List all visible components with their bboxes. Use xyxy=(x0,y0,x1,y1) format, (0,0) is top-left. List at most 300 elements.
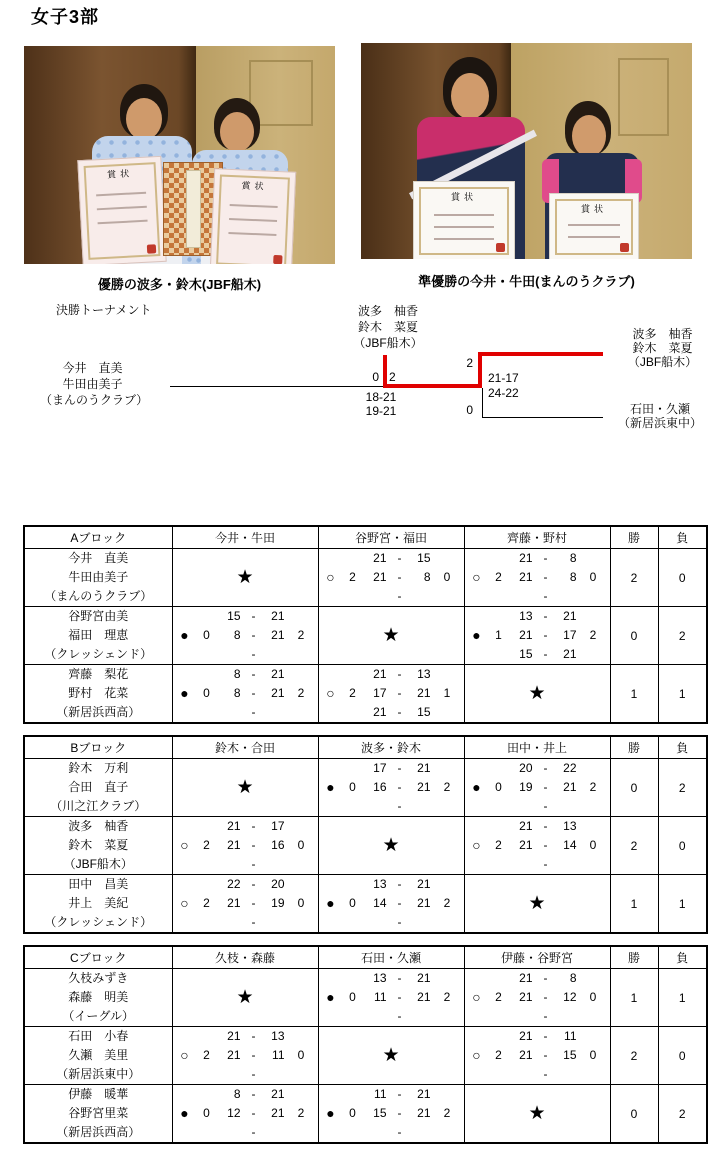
team-name-line: 福田 理恵 xyxy=(68,628,129,642)
result-symbol xyxy=(465,855,489,874)
result-symbol: ○ xyxy=(180,895,189,911)
set-score-left xyxy=(363,587,387,606)
set-score-right xyxy=(559,1007,577,1026)
games-lost xyxy=(577,797,610,816)
set-score-left xyxy=(509,587,533,606)
score-line xyxy=(319,568,464,587)
result-symbol xyxy=(319,703,343,722)
set-score-left: 15 xyxy=(519,647,533,661)
set-score-dash: - xyxy=(251,896,256,910)
team-name-line: 伊藤 暖華 xyxy=(68,1087,129,1101)
match-cell xyxy=(172,665,318,724)
games-lost xyxy=(431,549,464,568)
column-header: 伊藤・谷野宮 xyxy=(464,946,610,969)
team-name-line: 久瀬 美里 xyxy=(68,1048,129,1062)
score-line xyxy=(465,626,610,645)
result-symbol xyxy=(465,549,489,568)
result-symbol: ○ xyxy=(472,837,481,853)
losses-cell: 0 xyxy=(658,817,707,875)
set-score-left xyxy=(363,797,387,816)
set-score-right xyxy=(413,913,431,932)
set-score-left xyxy=(509,1007,533,1026)
set-score-left: 22 xyxy=(227,877,241,891)
games-won xyxy=(489,607,509,626)
team-name-line: 谷野宮由美 xyxy=(68,609,129,623)
column-header: 谷野宮・福田 xyxy=(318,526,464,549)
team-name-line: 野村 花菜 xyxy=(68,686,129,700)
result-symbol xyxy=(465,1027,489,1046)
set-score-right: 21 xyxy=(271,609,285,623)
score-line xyxy=(465,1027,610,1046)
person-right-face xyxy=(572,115,606,157)
wins-cell: 2 xyxy=(610,1027,658,1085)
score-line xyxy=(465,549,610,568)
set-score-left: 16 xyxy=(373,780,387,794)
self-match-star: ★ xyxy=(236,567,254,588)
set-score-left: 8 xyxy=(233,686,241,700)
set-score-dash: - xyxy=(397,570,402,584)
set-score-left: 14 xyxy=(373,896,387,910)
set-score-left xyxy=(509,1065,533,1084)
bracket-champion-label xyxy=(615,327,710,369)
set-score-left: 21 xyxy=(373,570,387,584)
games-won xyxy=(197,855,217,874)
page-title: 女子3部 xyxy=(31,7,100,27)
score-line xyxy=(173,1104,318,1123)
result-symbol xyxy=(319,587,343,606)
person-right-face xyxy=(220,112,254,152)
result-symbol xyxy=(173,1123,197,1142)
set-score-dash: - xyxy=(397,667,402,681)
result-symbol xyxy=(319,1085,343,1104)
games-lost: 2 xyxy=(297,628,305,642)
semifinal-set-score: 19-21 xyxy=(365,404,397,418)
result-symbol xyxy=(465,607,489,626)
games-lost xyxy=(431,1123,464,1142)
set-score-dash: - xyxy=(251,857,256,871)
result-symbol xyxy=(465,1065,489,1084)
team-name-line: 田中 昌美 xyxy=(68,877,129,891)
set-score-dash: - xyxy=(397,799,402,813)
wins-cell: 2 xyxy=(610,817,658,875)
score-line xyxy=(319,988,464,1007)
score-line xyxy=(173,913,318,932)
games-lost: 0 xyxy=(589,990,597,1004)
games-won xyxy=(489,759,509,778)
set-score-dash: - xyxy=(251,819,256,833)
score-line xyxy=(319,1123,464,1142)
team-club-line: （JBF船木） xyxy=(627,355,698,369)
set-score-left: 15 xyxy=(373,1106,387,1120)
set-score-right: 21 xyxy=(563,780,577,794)
final-loser-games: 0 xyxy=(466,403,473,417)
score-line xyxy=(465,568,610,587)
result-symbol xyxy=(173,665,197,684)
set-score-dash: - xyxy=(251,1125,256,1139)
set-score-right xyxy=(413,1123,431,1142)
games-won xyxy=(489,1027,509,1046)
set-score-left xyxy=(217,1123,241,1142)
set-score-dash: - xyxy=(543,971,548,985)
score-line xyxy=(465,759,610,778)
set-score-right: 19 xyxy=(271,896,285,910)
result-symbol: ○ xyxy=(472,1047,481,1063)
games-lost xyxy=(431,703,464,722)
result-symbol xyxy=(319,797,343,816)
set-score-dash: - xyxy=(397,1125,402,1139)
set-score-right: 15 xyxy=(417,705,431,719)
match-cell xyxy=(172,607,318,665)
result-symbol xyxy=(173,1027,197,1046)
match-cell xyxy=(464,665,610,724)
set-score-right: 8 xyxy=(569,971,577,985)
games-lost xyxy=(285,817,318,836)
team-name-line: 今井 直美 xyxy=(62,361,123,375)
certificate-text-line xyxy=(568,224,621,226)
result-symbol xyxy=(173,607,197,626)
set-score-left xyxy=(509,855,533,874)
result-symbol: ○ xyxy=(180,1047,189,1063)
games-won xyxy=(343,549,363,568)
match-cell xyxy=(172,1085,318,1144)
result-symbol xyxy=(173,875,197,894)
score-line xyxy=(465,645,610,664)
score-line xyxy=(465,797,610,816)
result-symbol xyxy=(465,797,489,816)
games-lost xyxy=(577,587,610,606)
match-cell xyxy=(318,665,464,724)
losses-cell: 2 xyxy=(658,1085,707,1144)
games-lost: 0 xyxy=(443,570,451,584)
games-lost xyxy=(577,1027,610,1046)
set-score-right xyxy=(559,797,577,816)
games-won xyxy=(489,549,509,568)
column-header: 勝 xyxy=(610,946,658,969)
column-header: Bブロック xyxy=(24,736,172,759)
games-won: 2 xyxy=(495,570,502,584)
column-header: 齊藤・野村 xyxy=(464,526,610,549)
semifinal-winner-games: 2 xyxy=(389,370,396,384)
set-score-dash: - xyxy=(397,1087,402,1101)
games-won xyxy=(489,1007,509,1026)
games-won xyxy=(489,969,509,988)
score-line xyxy=(319,797,464,816)
team-name-line: 今井 直美 xyxy=(68,551,129,565)
set-score-dash: - xyxy=(543,589,548,603)
certificate-text-line xyxy=(434,214,494,216)
set-score-right: 21 xyxy=(417,971,431,985)
score-line xyxy=(173,607,318,626)
set-score-left xyxy=(363,1007,387,1026)
certificate-text-line xyxy=(434,238,494,240)
score-line xyxy=(319,703,464,722)
games-lost xyxy=(577,817,610,836)
games-lost: 1 xyxy=(443,686,451,700)
certificate-text-line xyxy=(434,226,494,228)
column-header: 負 xyxy=(658,736,707,759)
games-won: 2 xyxy=(349,570,356,584)
score-line xyxy=(173,894,318,913)
match-cell xyxy=(318,875,464,934)
team-name-line: （クレッシェンド） xyxy=(44,915,153,929)
games-lost xyxy=(577,855,610,874)
team-name-line: （クレッシェンド） xyxy=(44,647,153,661)
certificate-right xyxy=(210,168,296,264)
result-symbol xyxy=(465,969,489,988)
self-match-star: ★ xyxy=(382,835,400,856)
games-won xyxy=(197,665,217,684)
games-won: 0 xyxy=(203,1106,210,1120)
score-line xyxy=(319,969,464,988)
games-lost xyxy=(577,1065,610,1084)
set-score-dash: - xyxy=(251,628,256,642)
result-symbol: ● xyxy=(326,1105,335,1121)
score-line xyxy=(173,836,318,855)
bracket-title: 決勝トーナメント xyxy=(56,303,152,317)
bracket-semifinal-loser-label xyxy=(40,360,149,408)
score-line xyxy=(173,665,318,684)
result-symbol xyxy=(173,1085,197,1104)
score-line xyxy=(319,894,464,913)
set-score-right: 8 xyxy=(569,551,577,565)
losses-cell: 1 xyxy=(658,969,707,1027)
games-lost: 2 xyxy=(443,780,451,794)
result-symbol xyxy=(319,665,343,684)
games-lost xyxy=(285,1123,318,1142)
games-won xyxy=(343,1123,363,1142)
wins-cell: 0 xyxy=(610,607,658,665)
games-won: 2 xyxy=(203,896,210,910)
set-score-right: 21 xyxy=(271,667,285,681)
wins-cell: 1 xyxy=(610,875,658,934)
games-won xyxy=(343,703,363,722)
set-score-left: 21 xyxy=(519,838,533,852)
block-table-Cブロック xyxy=(23,945,708,1144)
table-row xyxy=(24,817,707,875)
table-row xyxy=(24,549,707,607)
set-score-right xyxy=(559,855,577,874)
winner-path-line xyxy=(478,352,482,388)
score-line xyxy=(465,607,610,626)
set-score-left: 21 xyxy=(519,570,533,584)
team-name-line: 齊藤 梨花 xyxy=(68,667,129,681)
result-symbol: ● xyxy=(326,779,335,795)
losses-cell: 2 xyxy=(658,607,707,665)
result-symbol xyxy=(465,587,489,606)
games-lost: 2 xyxy=(297,1106,305,1120)
match-cell xyxy=(172,1027,318,1085)
score-line xyxy=(465,988,610,1007)
score-line xyxy=(173,684,318,703)
result-symbol xyxy=(173,855,197,874)
score-line xyxy=(319,1085,464,1104)
set-score-right: 17 xyxy=(563,628,577,642)
set-score-right: 22 xyxy=(563,761,577,775)
games-lost xyxy=(285,855,318,874)
certificate-left xyxy=(77,156,166,264)
team-name-line: 合田 直子 xyxy=(68,780,129,794)
set-score-left: 11 xyxy=(374,990,387,1004)
set-score-dash: - xyxy=(251,705,256,719)
score-line xyxy=(173,1085,318,1104)
games-lost: 0 xyxy=(589,1048,597,1062)
column-header: 石田・久瀬 xyxy=(318,946,464,969)
team-cell xyxy=(24,549,172,607)
result-symbol xyxy=(465,645,489,664)
self-match-star: ★ xyxy=(382,1045,400,1066)
table-row xyxy=(24,665,707,724)
team-name-line: 森藤 明美 xyxy=(68,990,129,1004)
set-score-right xyxy=(559,1065,577,1084)
wins-cell: 1 xyxy=(610,665,658,724)
score-line xyxy=(465,836,610,855)
set-score-left: 8 xyxy=(233,667,241,681)
team-name-line: （新居浜西高） xyxy=(56,1125,141,1139)
games-won: 2 xyxy=(495,990,502,1004)
score-line xyxy=(173,1123,318,1142)
games-won xyxy=(343,1007,363,1026)
set-score-right: 11 xyxy=(272,1048,285,1062)
result-symbol: ● xyxy=(472,779,481,795)
score-line xyxy=(465,1065,610,1084)
result-symbol xyxy=(319,875,343,894)
result-symbol: ● xyxy=(326,895,335,911)
set-score-right: 17 xyxy=(271,819,285,833)
score-line xyxy=(319,587,464,606)
winner-path-line xyxy=(478,352,603,356)
header-row xyxy=(24,526,707,549)
games-won xyxy=(343,665,363,684)
result-symbol: ○ xyxy=(472,989,481,1005)
final-set-score: 21-17 xyxy=(488,371,519,385)
games-lost xyxy=(431,759,464,778)
losses-cell: 1 xyxy=(658,875,707,934)
result-symbol xyxy=(465,759,489,778)
games-won: 2 xyxy=(203,838,210,852)
games-won: 0 xyxy=(203,686,210,700)
set-score-left: 15 xyxy=(227,609,241,623)
match-cell xyxy=(464,759,610,817)
set-score-left xyxy=(217,645,241,664)
set-score-right: 15 xyxy=(417,551,431,565)
set-score-dash: - xyxy=(251,1067,256,1081)
match-cell xyxy=(172,969,318,1027)
match-cell xyxy=(464,1027,610,1085)
winner-path-line xyxy=(383,384,482,388)
score-line xyxy=(319,684,464,703)
games-won: 0 xyxy=(203,628,210,642)
wins-cell: 2 xyxy=(610,549,658,607)
semifinal-loser-games: 0 xyxy=(372,370,379,384)
gift-bag-label xyxy=(186,170,201,248)
games-lost xyxy=(431,913,464,932)
set-score-right: 21 xyxy=(271,628,285,642)
set-score-dash: - xyxy=(251,877,256,891)
set-score-right: 13 xyxy=(271,1029,285,1043)
team-cell xyxy=(24,759,172,817)
match-cell xyxy=(172,759,318,817)
score-line xyxy=(173,855,318,874)
result-symbol xyxy=(173,1065,197,1084)
photo-caption-runners-up: 準優勝の今井・牛田(まんのうクラブ) xyxy=(418,274,635,289)
games-lost xyxy=(577,645,610,664)
set-score-right: 20 xyxy=(271,877,285,891)
match-cell xyxy=(318,607,464,665)
games-won xyxy=(343,1085,363,1104)
result-symbol: ● xyxy=(180,685,189,701)
set-score-dash: - xyxy=(251,667,256,681)
column-header: 勝 xyxy=(610,736,658,759)
games-lost xyxy=(431,797,464,816)
column-header: 久枝・森藤 xyxy=(172,946,318,969)
score-line xyxy=(465,969,610,988)
games-won xyxy=(197,1085,217,1104)
team-name-line: （新居浜東中） xyxy=(56,1067,141,1081)
set-score-right: 11 xyxy=(564,1029,577,1043)
losses-cell: 1 xyxy=(658,665,707,724)
semifinal-set-score: 18-21 xyxy=(365,390,397,404)
result-symbol: ● xyxy=(180,1105,189,1121)
table-row xyxy=(24,1027,707,1085)
set-score-right: 13 xyxy=(563,819,577,833)
result-symbol xyxy=(319,1123,343,1142)
losses-cell: 2 xyxy=(658,759,707,817)
self-match-star: ★ xyxy=(236,987,254,1008)
games-won: 0 xyxy=(349,1106,356,1120)
games-lost xyxy=(431,1007,464,1026)
score-line xyxy=(319,549,464,568)
games-lost xyxy=(577,759,610,778)
match-cell xyxy=(172,549,318,607)
set-score-left: 21 xyxy=(227,1029,241,1043)
team-name-line: （新居浜西高） xyxy=(56,705,141,719)
set-score-right xyxy=(267,913,285,932)
set-score-dash: - xyxy=(543,551,548,565)
column-header: 鈴木・合田 xyxy=(172,736,318,759)
set-score-dash: - xyxy=(397,551,402,565)
team-name-line: 鈴木 菜夏 xyxy=(632,341,693,355)
match-cell xyxy=(464,607,610,665)
column-header: 波多・鈴木 xyxy=(318,736,464,759)
set-score-right: 16 xyxy=(271,838,285,852)
games-won xyxy=(343,587,363,606)
games-won xyxy=(197,817,217,836)
result-symbol xyxy=(319,969,343,988)
set-score-left xyxy=(509,797,533,816)
set-score-right xyxy=(267,1065,285,1084)
wins-cell: 0 xyxy=(610,1085,658,1144)
set-score-dash: - xyxy=(543,1067,548,1081)
set-score-left: 13 xyxy=(519,609,533,623)
result-symbol xyxy=(319,759,343,778)
score-line xyxy=(173,1046,318,1065)
set-score-dash: - xyxy=(397,705,402,719)
set-score-dash: - xyxy=(543,799,548,813)
set-score-dash: - xyxy=(543,1009,548,1023)
set-score-left: 21 xyxy=(519,1048,533,1062)
bracket-line-final xyxy=(482,417,603,418)
games-lost xyxy=(431,665,464,684)
certificate-seal xyxy=(147,244,156,253)
column-header: 田中・井上 xyxy=(464,736,610,759)
games-lost: 0 xyxy=(589,570,597,584)
score-line xyxy=(173,1065,318,1084)
score-line xyxy=(465,587,610,606)
score-line xyxy=(319,759,464,778)
set-score-dash: - xyxy=(543,819,548,833)
games-lost: 2 xyxy=(589,628,597,642)
self-match-star: ★ xyxy=(382,625,400,646)
